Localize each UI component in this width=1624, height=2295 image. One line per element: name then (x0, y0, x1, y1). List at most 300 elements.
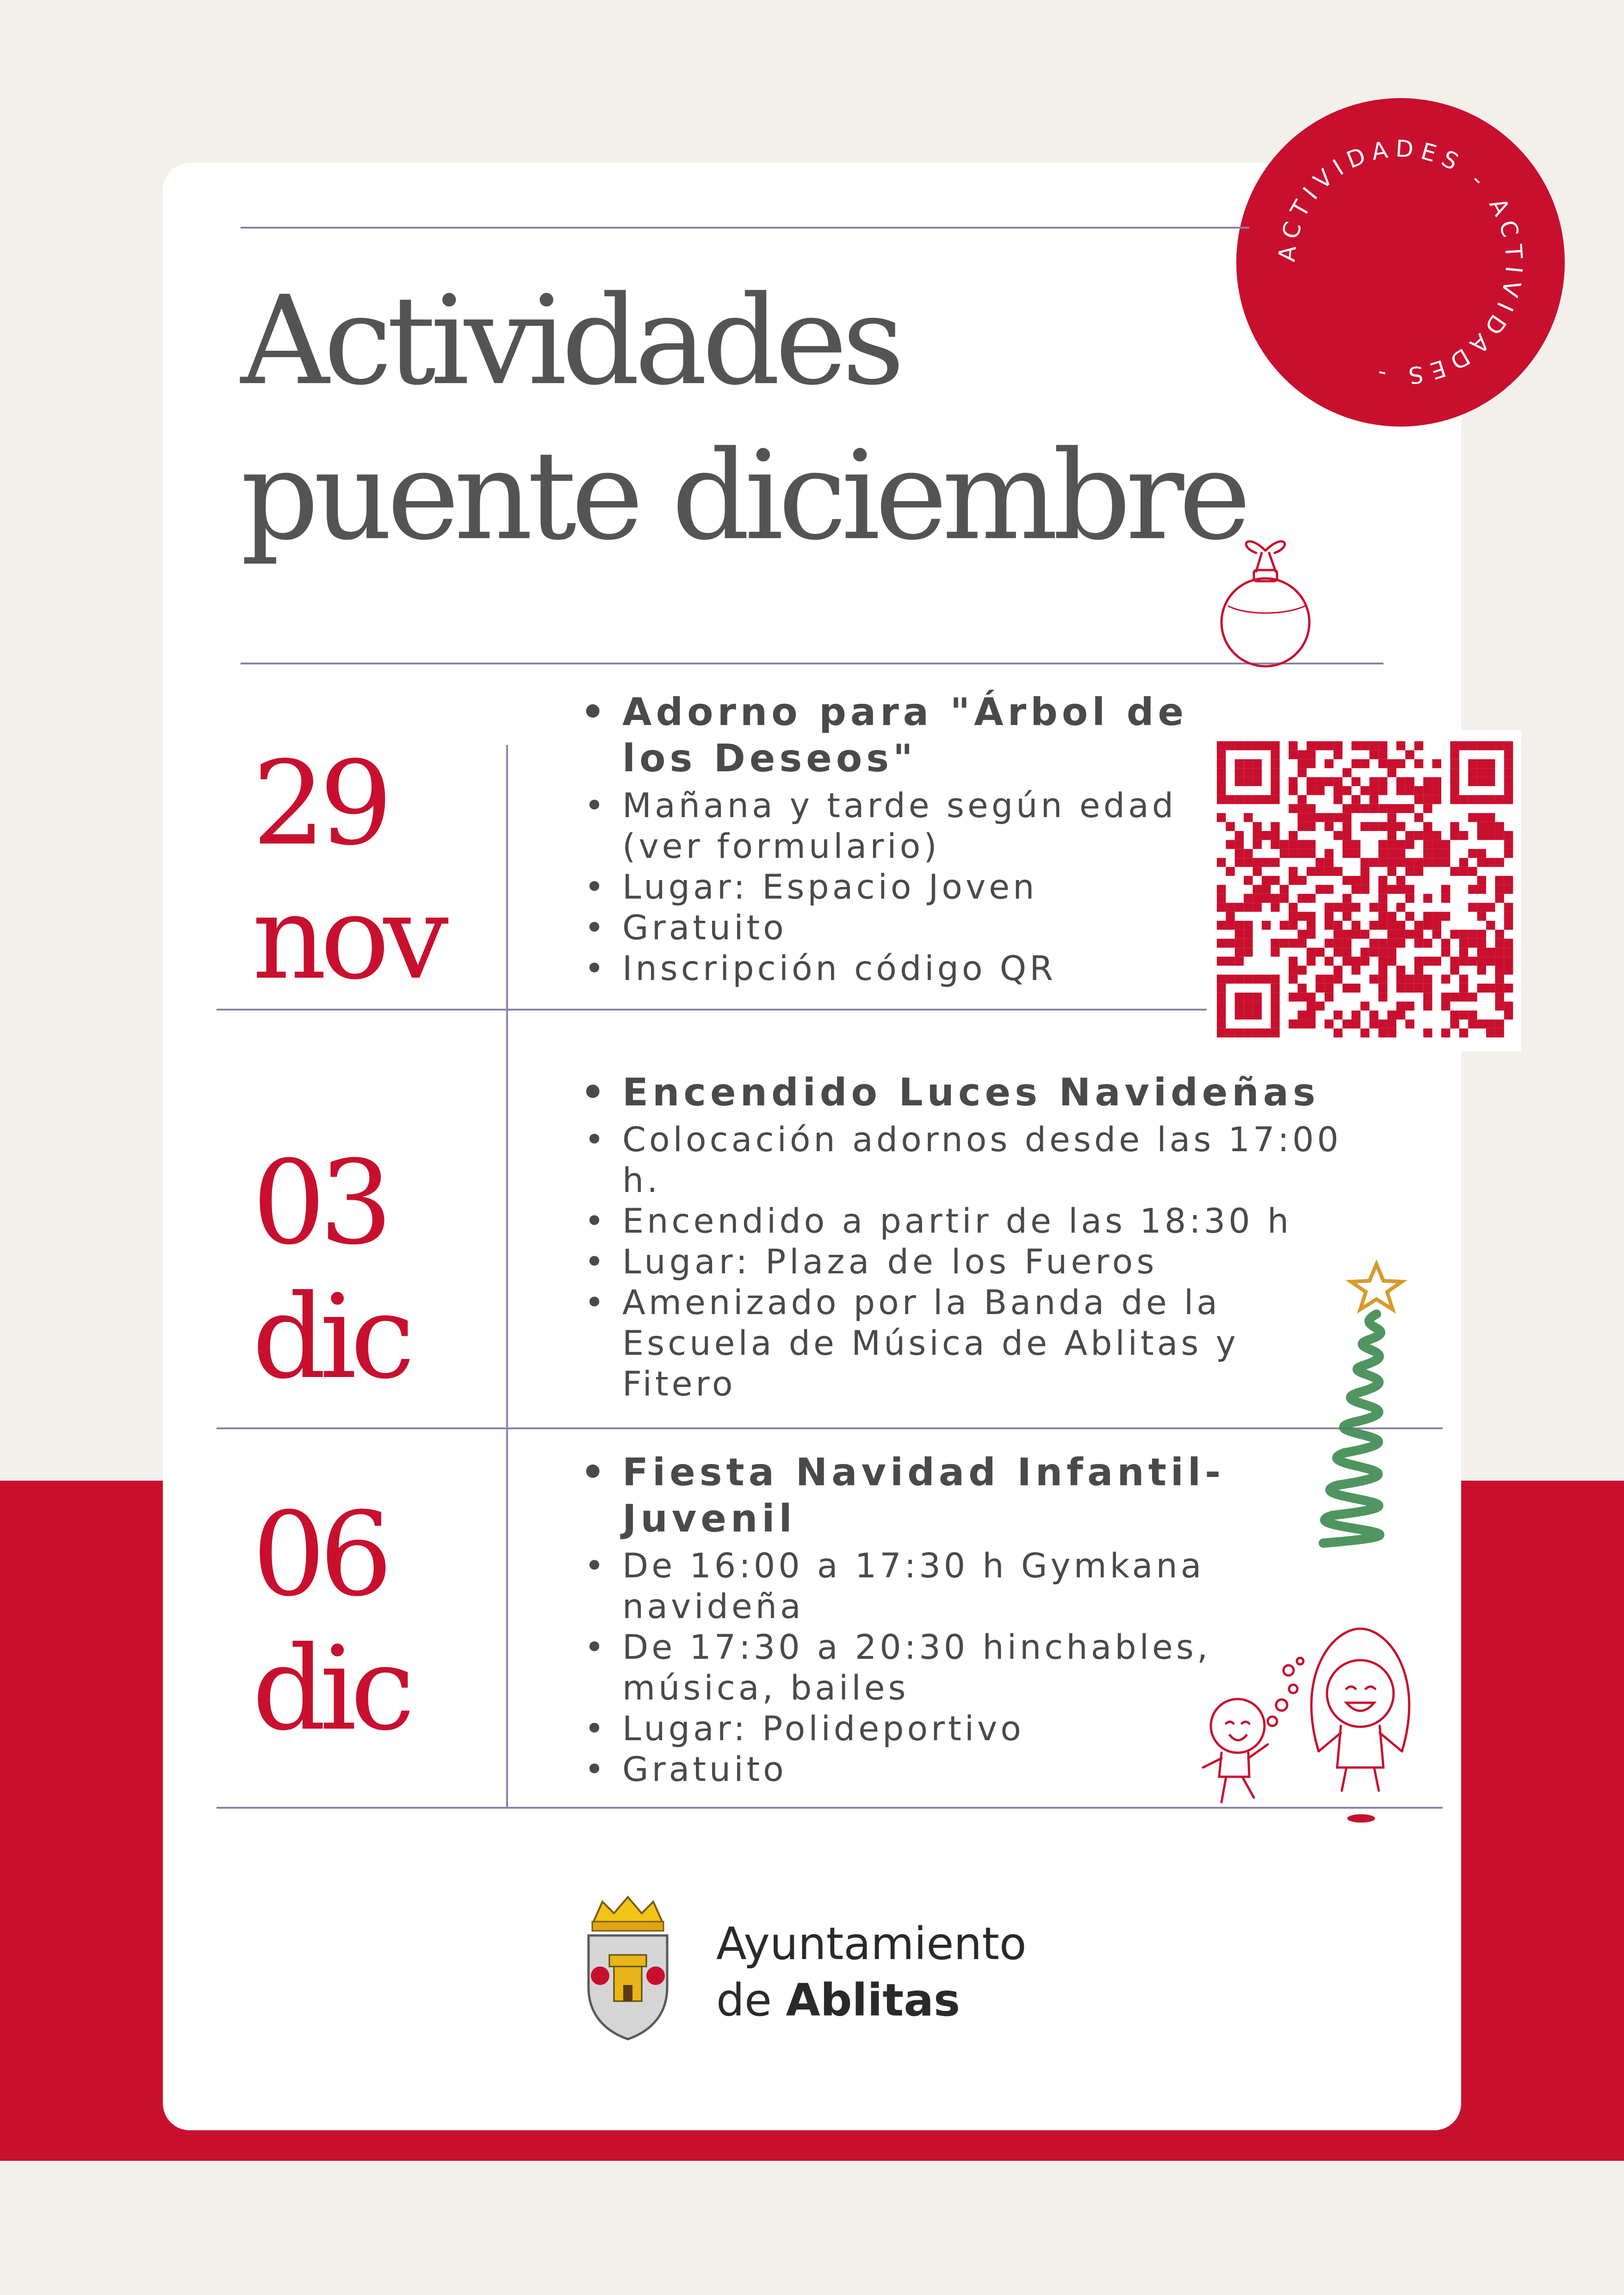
qr-module (1396, 741, 1405, 750)
qr-module (1388, 849, 1396, 858)
qr-module (1388, 921, 1396, 930)
qr-module (1271, 903, 1279, 912)
children-playing-icon (1194, 1619, 1471, 1828)
qr-module (1486, 759, 1495, 768)
qr-module (1262, 885, 1271, 893)
qr-module (1307, 1011, 1315, 1019)
qr-module (1217, 1011, 1226, 1019)
qr-module (1333, 786, 1342, 795)
qr-module (1333, 867, 1342, 876)
qr-module (1378, 759, 1387, 768)
qr-module (1459, 992, 1468, 1001)
event-detail: • Gratuito (581, 1749, 1238, 1790)
qr-module (1253, 1011, 1262, 1019)
qr-module (1468, 1011, 1477, 1019)
qr-module (1351, 957, 1360, 966)
qr-module (1477, 984, 1486, 992)
qr-module (1378, 984, 1387, 992)
qr-module (1351, 777, 1360, 786)
qr-module (1378, 957, 1387, 966)
qr-module (1244, 876, 1252, 885)
qr-module (1495, 992, 1504, 1001)
qr-module (1396, 930, 1405, 938)
qr-module (1351, 840, 1360, 849)
qr-module (1396, 786, 1405, 795)
qr-module (1360, 867, 1369, 876)
qr-module (1370, 939, 1378, 948)
qr-module (1450, 1019, 1459, 1028)
qr-module (1504, 840, 1513, 849)
qr-module (1396, 777, 1405, 786)
qr-module (1370, 795, 1378, 804)
qr-module (1244, 849, 1252, 858)
qr-module (1325, 1019, 1333, 1028)
qr-module (1217, 741, 1226, 750)
qr-module (1423, 786, 1432, 795)
qr-module (1325, 849, 1333, 858)
qr-module (1253, 867, 1262, 876)
event-detail: • Lugar: Espacio Joven (581, 867, 1224, 908)
qr-module (1244, 813, 1252, 822)
qr-module (1315, 974, 1324, 983)
qr-module (1477, 876, 1486, 885)
qr-module (1244, 1011, 1252, 1019)
qr-module (1414, 966, 1423, 974)
qr-module (1343, 984, 1351, 992)
qr-module (1370, 974, 1378, 983)
qr-module (1405, 984, 1414, 992)
qr-module (1504, 948, 1513, 956)
divider-top (241, 227, 1249, 229)
qr-module (1477, 813, 1486, 822)
qr-module (1378, 903, 1387, 912)
qr-module (1477, 885, 1486, 893)
qr-module (1405, 831, 1414, 840)
qr-module (1414, 795, 1423, 804)
qr-module (1289, 1019, 1297, 1028)
qr-module (1343, 804, 1351, 813)
qr-module (1315, 858, 1324, 867)
qr-module (1253, 741, 1262, 750)
qr-module (1468, 992, 1477, 1001)
qr-module (1271, 1019, 1279, 1028)
event-day: 03 (252, 1135, 387, 1270)
qr-module (1333, 903, 1342, 912)
qr-module (1423, 849, 1432, 858)
qr-module (1235, 1011, 1244, 1019)
qr-module (1226, 921, 1234, 930)
qr-module (1333, 813, 1342, 822)
qr-module (1235, 858, 1244, 867)
qr-module (1235, 903, 1244, 912)
qr-module (1405, 786, 1414, 795)
event-title: • Encendido Luces Navideñas (581, 1070, 1376, 1116)
qr-module (1343, 957, 1351, 966)
qr-code-icon[interactable] (1209, 730, 1521, 1051)
qr-module (1325, 867, 1333, 876)
qr-module (1235, 974, 1244, 983)
qr-module (1325, 813, 1333, 822)
qr-module (1289, 939, 1297, 948)
qr-module (1360, 876, 1369, 885)
qr-module (1235, 795, 1244, 804)
qr-module (1325, 777, 1333, 786)
qr-module (1504, 786, 1513, 795)
qr-module (1370, 822, 1378, 831)
qr-module (1423, 974, 1432, 983)
qr-module (1325, 921, 1333, 930)
event-block-1 (581, 689, 1224, 989)
qr-module (1432, 912, 1441, 921)
qr-module (1271, 939, 1279, 948)
qr-module (1405, 858, 1414, 867)
qr-module (1307, 777, 1315, 786)
qr-module (1307, 750, 1315, 759)
qr-module (1235, 849, 1244, 858)
qr-module (1235, 939, 1244, 948)
qr-module (1423, 1029, 1432, 1037)
qr-module (1423, 822, 1432, 831)
qr-module (1504, 768, 1513, 777)
event-details (581, 1120, 1376, 1405)
qr-module (1271, 1029, 1279, 1037)
qr-module (1504, 939, 1513, 948)
qr-module (1333, 930, 1342, 938)
qr-module (1423, 795, 1432, 804)
qr-module (1351, 876, 1360, 885)
qr-module (1405, 750, 1414, 759)
qr-module (1289, 804, 1297, 813)
qr-module (1370, 1019, 1378, 1028)
qr-module (1396, 966, 1405, 974)
qr-module (1343, 939, 1351, 948)
divider-vertical-2 (506, 1010, 508, 1428)
qr-module (1414, 921, 1423, 930)
qr-module (1459, 1011, 1468, 1019)
qr-module (1396, 921, 1405, 930)
qr-module (1396, 1011, 1405, 1019)
title-line-2: puente diciembre (241, 425, 1246, 567)
divider-vertical-3 (506, 1428, 508, 1808)
qr-module (1217, 885, 1226, 893)
qr-module (1370, 741, 1378, 750)
qr-module (1298, 992, 1307, 1001)
qr-module (1423, 831, 1432, 840)
qr-module (1271, 741, 1279, 750)
qr-module (1343, 1019, 1351, 1028)
qr-module (1477, 849, 1486, 858)
qr-module (1244, 1002, 1252, 1011)
qr-module (1396, 849, 1405, 858)
qr-module (1432, 786, 1441, 795)
qr-module (1396, 804, 1405, 813)
event-detail: • Encendido a partir de las 18:30 h (581, 1201, 1376, 1242)
qr-module (1217, 1029, 1226, 1037)
qr-module (1343, 894, 1351, 903)
qr-module (1360, 759, 1369, 768)
qr-module (1307, 930, 1315, 938)
qr-module (1307, 957, 1315, 966)
qr-module (1486, 831, 1495, 840)
event-block-3 (581, 1450, 1238, 1790)
qr-module (1477, 831, 1486, 840)
qr-module (1459, 957, 1468, 966)
qr-module (1459, 1029, 1468, 1037)
qr-module (1280, 849, 1289, 858)
qr-module (1388, 831, 1396, 840)
qr-module (1468, 867, 1477, 876)
qr-module (1271, 974, 1279, 983)
qr-module (1378, 822, 1387, 831)
qr-module (1504, 741, 1513, 750)
qr-module (1423, 992, 1432, 1001)
municipality-line-1: Ayuntamiento (716, 1918, 1027, 1970)
qr-module (1468, 930, 1477, 938)
qr-module (1468, 939, 1477, 948)
qr-module (1244, 974, 1252, 983)
qr-module (1351, 795, 1360, 804)
qr-module (1378, 840, 1387, 849)
qr-module (1477, 948, 1486, 956)
qr-module (1388, 1019, 1396, 1028)
qr-module (1253, 768, 1262, 777)
qr-module (1217, 750, 1226, 759)
qr-module (1235, 948, 1244, 956)
qr-module (1370, 948, 1378, 956)
qr-module (1396, 984, 1405, 992)
qr-module (1504, 777, 1513, 786)
qr-module (1325, 992, 1333, 1001)
qr-module (1226, 903, 1234, 912)
qr-module (1450, 992, 1459, 1001)
qr-module (1414, 930, 1423, 938)
qr-module (1360, 930, 1369, 938)
qr-module (1253, 840, 1262, 849)
qr-module (1333, 1011, 1342, 1019)
qr-module (1351, 1019, 1360, 1028)
qr-module (1378, 974, 1387, 983)
qr-module (1388, 1029, 1396, 1037)
qr-module (1271, 876, 1279, 885)
qr-module (1298, 840, 1307, 849)
qr-module (1432, 840, 1441, 849)
qr-module (1459, 948, 1468, 956)
qr-module (1450, 786, 1459, 795)
qr-module (1414, 939, 1423, 948)
qr-module (1333, 795, 1342, 804)
qr-module (1315, 786, 1324, 795)
qr-module (1289, 867, 1297, 876)
qr-module (1298, 750, 1307, 759)
qr-module (1504, 984, 1513, 992)
qr-module (1432, 777, 1441, 786)
qr-module (1486, 858, 1495, 867)
qr-module (1333, 1029, 1342, 1037)
qr-module (1280, 840, 1289, 849)
qr-module (1235, 741, 1244, 750)
qr-module (1226, 1029, 1234, 1037)
qr-module (1217, 894, 1226, 903)
qr-module (1486, 984, 1495, 992)
qr-module (1360, 1029, 1369, 1037)
qr-module (1378, 858, 1387, 867)
qr-module (1388, 948, 1396, 956)
qr-module (1486, 1029, 1495, 1037)
qr-module (1351, 759, 1360, 768)
qr-module (1343, 813, 1351, 822)
qr-module (1262, 1029, 1271, 1037)
qr-module (1405, 840, 1414, 849)
qr-module (1325, 858, 1333, 867)
qr-module (1298, 966, 1307, 974)
qr-module (1289, 912, 1297, 921)
qr-module (1217, 795, 1226, 804)
qr-module (1360, 804, 1369, 813)
qr-module (1226, 912, 1234, 921)
qr-module (1315, 885, 1324, 893)
event-title: • Fiesta Navidad Infantil-Juvenil (581, 1450, 1238, 1542)
qr-module (1486, 822, 1495, 831)
qr-module (1325, 974, 1333, 983)
qr-module (1441, 992, 1450, 1001)
qr-module (1253, 992, 1262, 1001)
qr-module (1325, 885, 1333, 893)
qr-module (1235, 840, 1244, 849)
municipality-name (716, 1916, 1027, 2028)
qr-module (1217, 786, 1226, 795)
qr-module (1253, 822, 1262, 831)
qr-module (1325, 939, 1333, 948)
qr-module (1388, 813, 1396, 822)
qr-module (1468, 741, 1477, 750)
qr-module (1343, 849, 1351, 858)
qr-module (1450, 759, 1459, 768)
qr-module (1477, 939, 1486, 948)
qr-module (1450, 750, 1459, 759)
qr-module (1360, 957, 1369, 966)
qr-module (1495, 966, 1504, 974)
qr-module (1307, 894, 1315, 903)
qr-module (1333, 777, 1342, 786)
qr-module (1244, 768, 1252, 777)
qr-module (1468, 813, 1477, 822)
qr-module (1244, 858, 1252, 867)
qr-module (1298, 768, 1307, 777)
qr-module (1495, 984, 1504, 992)
qr-module (1298, 804, 1307, 813)
qr-module (1388, 885, 1396, 893)
qr-module (1378, 750, 1387, 759)
qr-module (1495, 930, 1504, 938)
qr-module (1244, 777, 1252, 786)
qr-module (1253, 759, 1262, 768)
qr-module (1378, 786, 1387, 795)
qr-module (1495, 876, 1504, 885)
qr-module (1325, 957, 1333, 966)
qr-module (1325, 984, 1333, 992)
qr-module (1477, 930, 1486, 938)
qr-module (1307, 1002, 1315, 1011)
qr-module (1351, 804, 1360, 813)
qr-module (1468, 759, 1477, 768)
qr-module (1289, 741, 1297, 750)
qr-module (1495, 822, 1504, 831)
event-month: nov (252, 870, 442, 1005)
event-block-2 (581, 1070, 1376, 1405)
qr-module (1343, 930, 1351, 938)
qr-module (1414, 759, 1423, 768)
qr-module (1504, 921, 1513, 930)
qr-module (1298, 876, 1307, 885)
qr-module (1468, 768, 1477, 777)
qr-module (1226, 974, 1234, 983)
qr-module (1325, 741, 1333, 750)
qr-module (1343, 840, 1351, 849)
qr-module (1253, 885, 1262, 893)
qr-module (1271, 1002, 1279, 1011)
qr-module (1495, 1002, 1504, 1011)
qr-module (1307, 741, 1315, 750)
qr-module (1504, 795, 1513, 804)
qr-module (1289, 957, 1297, 966)
qr-module (1459, 984, 1468, 992)
qr-module (1388, 1011, 1396, 1019)
qr-module (1253, 858, 1262, 867)
qr-module (1504, 759, 1513, 768)
qr-module (1271, 777, 1279, 786)
qr-module (1289, 876, 1297, 885)
qr-module (1414, 957, 1423, 966)
qr-module (1244, 921, 1252, 930)
qr-module (1253, 777, 1262, 786)
qr-module (1289, 921, 1297, 930)
qr-module (1315, 984, 1324, 992)
qr-module (1235, 1029, 1244, 1037)
qr-module (1477, 795, 1486, 804)
qr-module (1370, 921, 1378, 930)
qr-module (1289, 786, 1297, 795)
qr-module (1360, 858, 1369, 867)
qr-module (1217, 759, 1226, 768)
qr-module (1333, 966, 1342, 974)
qr-module (1405, 867, 1414, 876)
qr-module (1262, 876, 1271, 885)
qr-module (1280, 894, 1289, 903)
qr-module (1343, 831, 1351, 840)
qr-module (1468, 1019, 1477, 1028)
qr-module (1504, 876, 1513, 885)
qr-module (1450, 1011, 1459, 1019)
qr-module (1405, 912, 1414, 921)
qr-module (1351, 849, 1360, 858)
qr-module (1378, 939, 1387, 948)
qr-module (1271, 984, 1279, 992)
qr-module (1370, 1011, 1378, 1019)
qr-module (1307, 867, 1315, 876)
qr-module (1333, 741, 1342, 750)
qr-module (1235, 777, 1244, 786)
qr-module (1343, 822, 1351, 831)
qr-module (1217, 1019, 1226, 1028)
qr-module (1253, 974, 1262, 983)
qr-module (1477, 903, 1486, 912)
qr-module (1307, 804, 1315, 813)
qr-module (1378, 741, 1387, 750)
event-detail: • Colocación adornos desde las 17:00 h. (581, 1120, 1376, 1201)
qr-module (1271, 948, 1279, 956)
qr-module (1495, 858, 1504, 867)
qr-module (1450, 831, 1459, 840)
